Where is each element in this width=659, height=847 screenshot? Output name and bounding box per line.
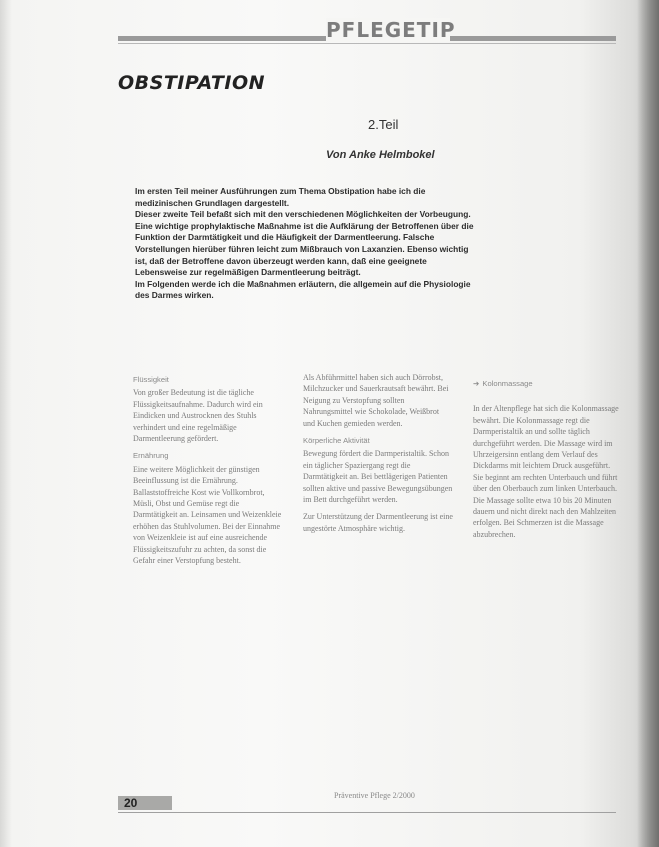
body-text: Zur Unterstützung der Darmentleerung ist eine ungestörte Atmosphäre wichtig.	[303, 512, 453, 533]
intro-text-3: Eine wichtige prophylaktische Maßnahme ist die Aufklärung der Betroffenen über die Funktion der Darmtätigkeit und die Häufigkeit der Darmentleerung. Falsche Vorstellungen hierüber führen leicht zum Mißbrauch von Laxanzien. Ebenso wichtig ist, daß der Betroffene davon überzeugt werden kann, daß eine geeignete Lebensweise zur regelmäßigen Darmentleerung beiträgt.	[135, 220, 474, 278]
subheading-massage-label: Kolonmassage	[482, 379, 533, 388]
arrow-right-icon: ➔	[473, 379, 480, 388]
article-author: Von Anke Helmbokel	[326, 149, 435, 161]
subheading-activity: Körperliche Aktivität	[303, 436, 370, 446]
subheading-nutrition: Ernährung	[133, 451, 169, 461]
body-text: Eine weitere Möglichkeit der günstigen Beeinflussung ist die Ernährung. Ballaststoffreiche Kost wie Vollkornbrot, Müsli, Obst und Gemüse regt die Darmtätigkeit an. Leinsamen und Weizenkleie erhöhen das Stuhlvolumen. Bei der Einnahme von Weizenkleie ist auf eine ausreichende Flüssigkeitszufuhr zu achten, da sonst die Gefahr einer Verstopfung besteht.	[133, 464, 282, 566]
body-text: Bewegung fördert die Darmperistaltik. Schon ein täglicher Spaziergang regt die Darmtätigkeit an. Bei bettlägerigen Patienten sollten aktive und passive Bewegungsübungen im Bett durchgeführt werden.	[303, 449, 453, 505]
subheading-fluid: Flüssigkeit	[133, 375, 169, 384]
article-part: 2.Teil	[368, 117, 399, 132]
intro-paragraph	[135, 186, 475, 302]
body-text: Als Abführmittel haben sich auch Dörrobst, Milchzucker und Sauerkrautsaft bewährt. Bei Neigung zu Verstopfung sollten Nahrungsmittel wie Schokolade, Weißbrot und Kuchen gemieden werden.	[303, 373, 449, 428]
article-title: OBSTIPATION	[118, 72, 265, 94]
scan-edge-shadow	[637, 0, 659, 847]
column-left	[133, 370, 283, 573]
intro-text-1: Im ersten Teil meiner Ausführungen zum Thema Obstipation habe ich die medizinischen Grundlagen dargestellt.	[135, 186, 426, 208]
body-text: In der Altenpflege hat sich die Kolonmassage bewährt. Die Kolonmassage regt die Darmperistaltik an und sollte täglich durchgeführt werden. Die Massage wird im Uhrzeigersinn entlang dem Verlauf des Dickdarms mit leichtem Druck ausgeführt. Sie beginnt am rechten Unterbauch und führt über den Oberbauch zum linken Unterbauch. Die Massage sollte etwa 10 bis 20 Minuten dauern und nicht direkt nach den Mahlzeiten erfolgen. Bei Schmerzen ist die Massage abzubrechen.	[473, 404, 619, 539]
column-right	[473, 374, 619, 546]
column-middle	[303, 372, 453, 540]
section-label: PFLEGETIP	[326, 18, 456, 42]
intro-text-4: Im Folgenden werde ich die Maßnahmen erläutern, die allgemein auf die Physiologie des Darmes wirken.	[135, 278, 471, 301]
journal-footer: Präventive Pflege 2/2000	[334, 791, 415, 800]
subheading-massage	[473, 378, 619, 389]
footer-rule	[118, 812, 616, 813]
page-number: 20	[124, 796, 138, 810]
intro-text-2: Dieser zweite Teil befaßt sich mit den verschiedenen Möglichkeiten der Vorbeugung.	[135, 209, 471, 220]
body-text: Von großer Bedeutung ist die tägliche Flüssigkeitsaufnahme. Dadurch wird ein Eindicken und Austrocknen des Stuhls verhindert und eine regelmäßige Darmentleerung gefördert.	[133, 388, 263, 444]
page-gutter-shadow	[0, 0, 12, 847]
header-rule-thin	[118, 43, 616, 44]
